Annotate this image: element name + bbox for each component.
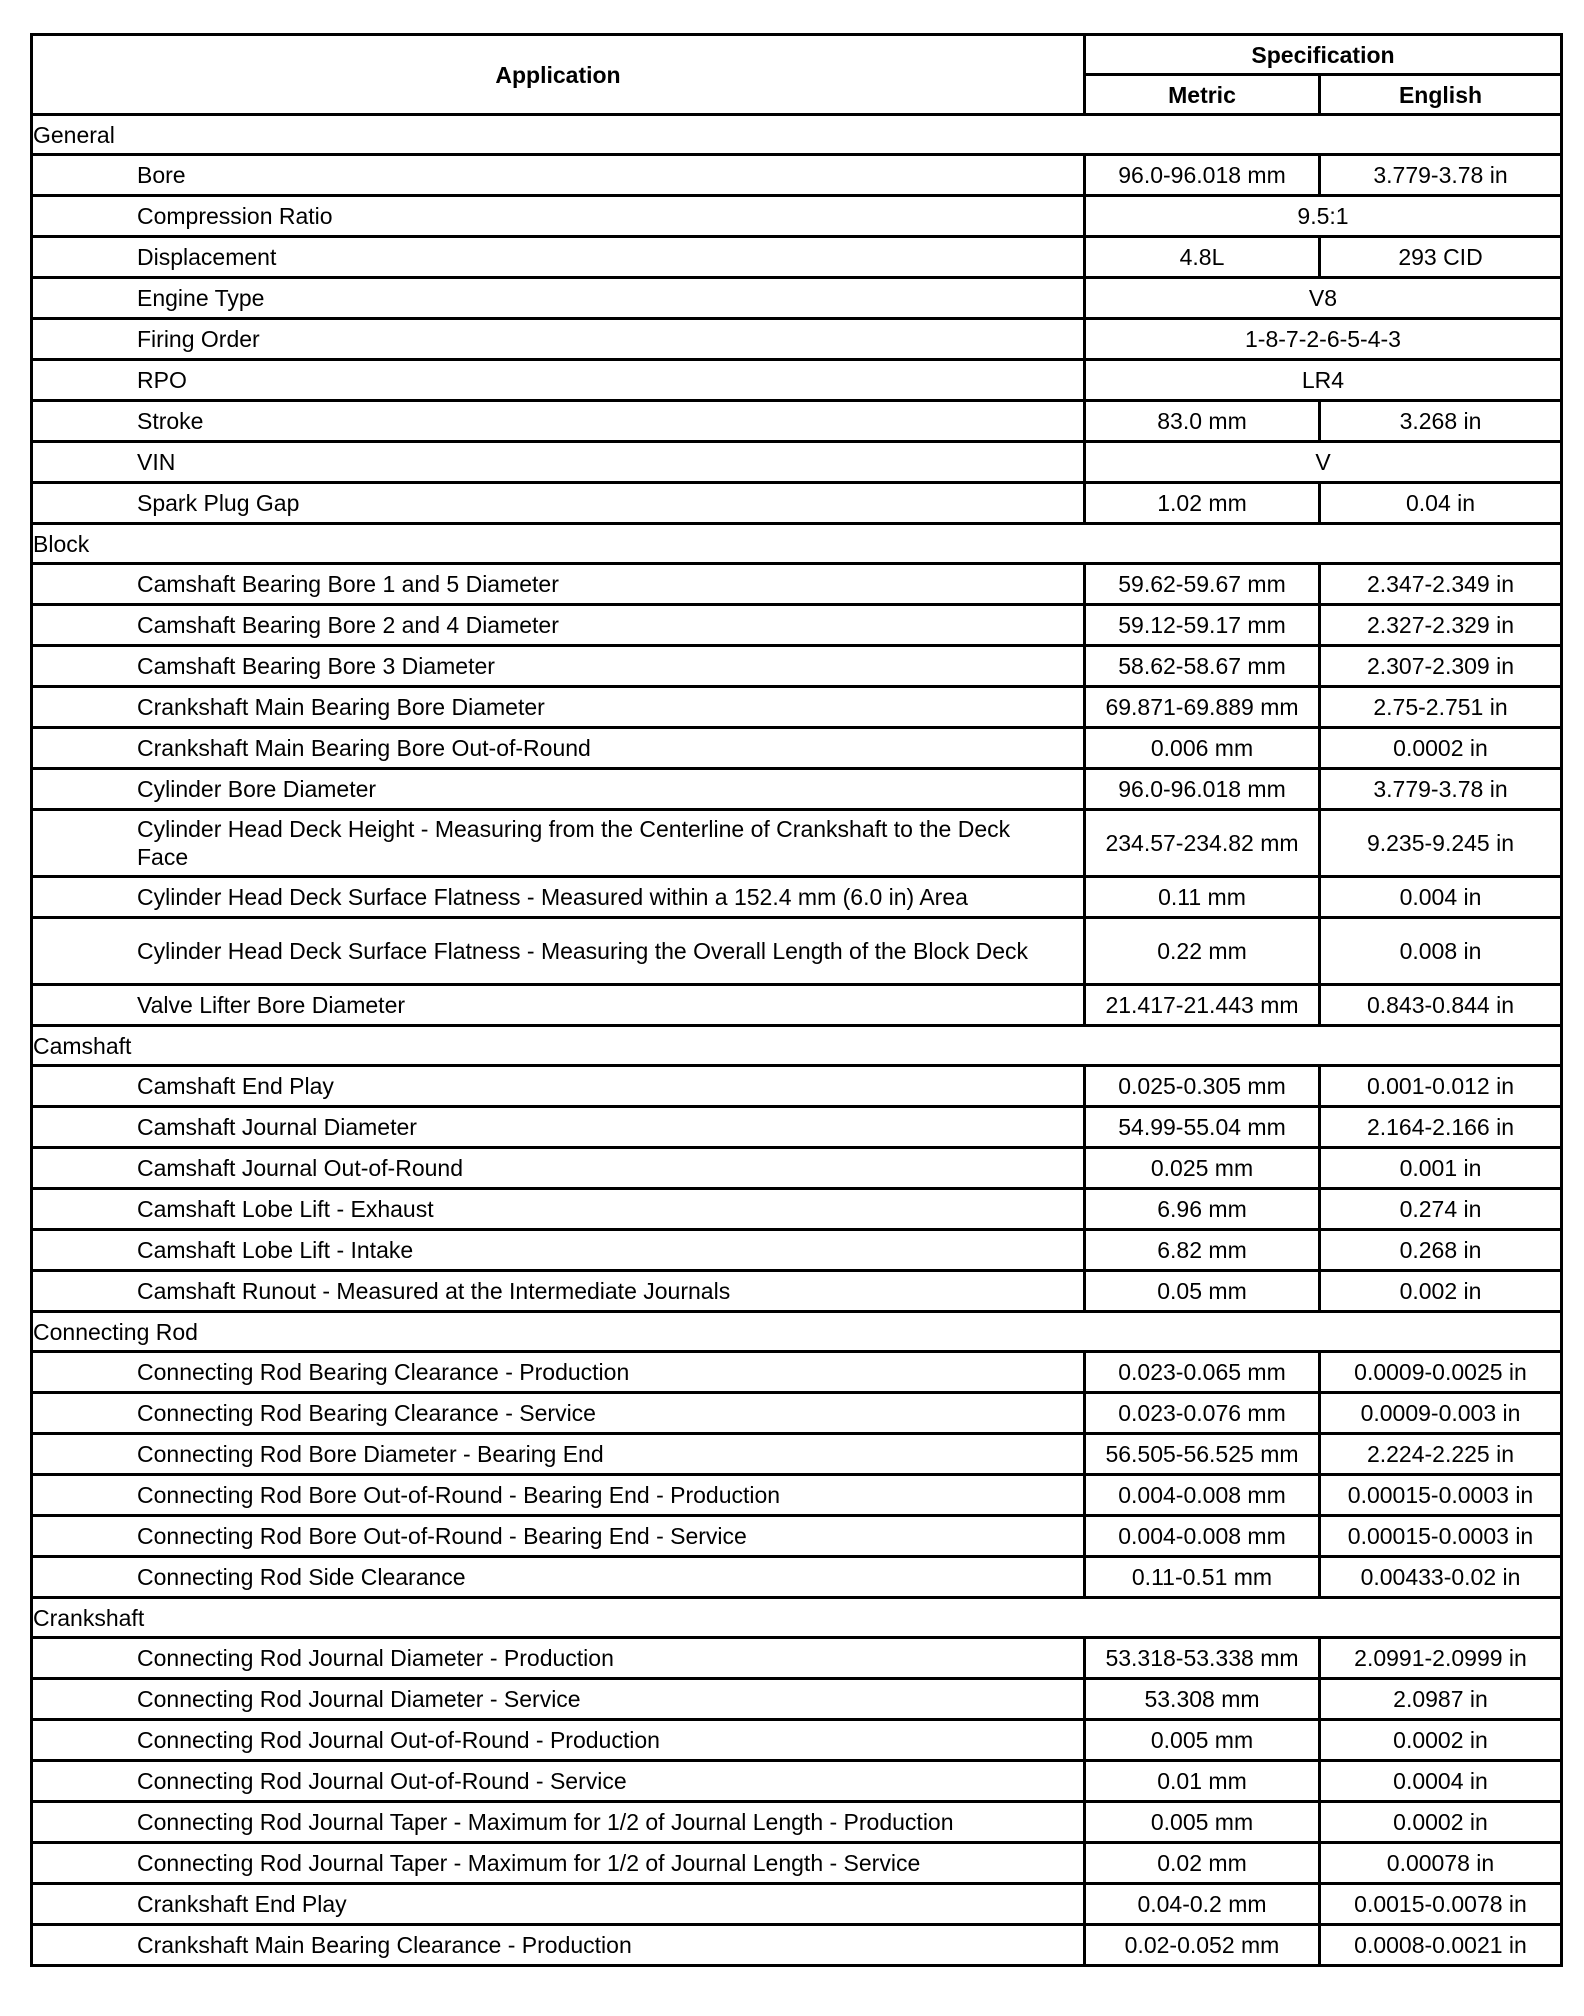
english-value-cell: 0.04 in bbox=[1320, 483, 1562, 524]
metric-value-cell: 6.96 mm bbox=[1085, 1189, 1320, 1230]
metric-value-cell: 0.05 mm bbox=[1085, 1271, 1320, 1312]
english-value-cell: 0.0002 in bbox=[1320, 1802, 1562, 1843]
metric-value-cell: 0.01 mm bbox=[1085, 1761, 1320, 1802]
application-cell: Connecting Rod Journal Taper - Maximum for 1/2 of Journal Length - Production bbox=[32, 1802, 1085, 1843]
table-row bbox=[32, 360, 1562, 401]
english-value-cell: 0.0009-0.003 in bbox=[1320, 1393, 1562, 1434]
application-cell: Displacement bbox=[32, 237, 1085, 278]
application-cell: Valve Lifter Bore Diameter bbox=[32, 985, 1085, 1026]
table-row bbox=[32, 401, 1562, 442]
table-row bbox=[32, 1434, 1562, 1475]
table-row bbox=[32, 687, 1562, 728]
metric-value-cell: 0.02-0.052 mm bbox=[1085, 1925, 1320, 1966]
table-row bbox=[32, 1352, 1562, 1393]
english-value-cell: 0.0004 in bbox=[1320, 1761, 1562, 1802]
application-cell: Camshaft Journal Out-of-Round bbox=[32, 1148, 1085, 1189]
table-row bbox=[32, 155, 1562, 196]
metric-value-cell: 0.11-0.51 mm bbox=[1085, 1557, 1320, 1598]
table-row bbox=[32, 196, 1562, 237]
application-cell: Connecting Rod Bearing Clearance - Production bbox=[32, 1352, 1085, 1393]
application-cell: Cylinder Head Deck Surface Flatness - Measuring the Overall Length of the Block Deck bbox=[32, 918, 1085, 985]
english-value-cell: 2.347-2.349 in bbox=[1320, 564, 1562, 605]
table-row bbox=[32, 1066, 1562, 1107]
english-value-cell: 0.0009-0.0025 in bbox=[1320, 1352, 1562, 1393]
english-value-cell: 3.779-3.78 in bbox=[1320, 155, 1562, 196]
metric-value-cell: 53.308 mm bbox=[1085, 1679, 1320, 1720]
application-cell: Cylinder Bore Diameter bbox=[32, 769, 1085, 810]
table-row bbox=[32, 1638, 1562, 1679]
application-cell: Camshaft Bearing Bore 3 Diameter bbox=[32, 646, 1085, 687]
metric-value-cell: 54.99-55.04 mm bbox=[1085, 1107, 1320, 1148]
section-row bbox=[32, 1312, 1562, 1352]
table-row bbox=[32, 442, 1562, 483]
english-value-cell: 0.002 in bbox=[1320, 1271, 1562, 1312]
section-row bbox=[32, 1598, 1562, 1638]
metric-value-cell: 6.82 mm bbox=[1085, 1230, 1320, 1271]
spec-value-cell: V8 bbox=[1085, 278, 1562, 319]
table-row bbox=[32, 1925, 1562, 1966]
metric-value-cell: 0.004-0.008 mm bbox=[1085, 1516, 1320, 1557]
application-cell: Connecting Rod Bearing Clearance - Service bbox=[32, 1393, 1085, 1434]
application-cell: Crankshaft Main Bearing Bore Diameter bbox=[32, 687, 1085, 728]
metric-value-cell: 0.004-0.008 mm bbox=[1085, 1475, 1320, 1516]
application-cell: Camshaft Runout - Measured at the Intermediate Journals bbox=[32, 1271, 1085, 1312]
english-value-cell: 2.307-2.309 in bbox=[1320, 646, 1562, 687]
english-value-cell: 0.001-0.012 in bbox=[1320, 1066, 1562, 1107]
application-cell: VIN bbox=[32, 442, 1085, 483]
application-header: Application bbox=[32, 35, 1085, 115]
table-row bbox=[32, 1230, 1562, 1271]
specification-header: Specification bbox=[1085, 35, 1562, 75]
table-row bbox=[32, 769, 1562, 810]
application-cell: Connecting Rod Side Clearance bbox=[32, 1557, 1085, 1598]
metric-value-cell: 0.025 mm bbox=[1085, 1148, 1320, 1189]
metric-value-cell: 59.62-59.67 mm bbox=[1085, 564, 1320, 605]
application-cell: Spark Plug Gap bbox=[32, 483, 1085, 524]
table-row bbox=[32, 1189, 1562, 1230]
application-cell: Connecting Rod Journal Out-of-Round - Service bbox=[32, 1761, 1085, 1802]
english-value-cell: 2.75-2.751 in bbox=[1320, 687, 1562, 728]
metric-value-cell: 21.417-21.443 mm bbox=[1085, 985, 1320, 1026]
table-row bbox=[32, 1720, 1562, 1761]
application-cell: Cylinder Head Deck Surface Flatness - Measured within a 152.4 mm (6.0 in) Area bbox=[32, 877, 1085, 918]
english-value-cell: 2.224-2.225 in bbox=[1320, 1434, 1562, 1475]
english-value-cell: 0.004 in bbox=[1320, 877, 1562, 918]
english-value-cell: 2.327-2.329 in bbox=[1320, 605, 1562, 646]
metric-value-cell: 0.023-0.065 mm bbox=[1085, 1352, 1320, 1393]
section-row bbox=[32, 115, 1562, 155]
section-title: Crankshaft bbox=[32, 1598, 1562, 1638]
spec-body bbox=[32, 115, 1562, 1966]
metric-header: Metric bbox=[1085, 75, 1320, 115]
metric-value-cell: 0.023-0.076 mm bbox=[1085, 1393, 1320, 1434]
english-value-cell: 0.274 in bbox=[1320, 1189, 1562, 1230]
metric-value-cell: 0.04-0.2 mm bbox=[1085, 1884, 1320, 1925]
table-row bbox=[32, 1679, 1562, 1720]
spec-value-cell: V bbox=[1085, 442, 1562, 483]
section-row bbox=[32, 1026, 1562, 1066]
english-value-cell: 0.008 in bbox=[1320, 918, 1562, 985]
english-value-cell: 0.0008-0.0021 in bbox=[1320, 1925, 1562, 1966]
application-cell: Camshaft Lobe Lift - Exhaust bbox=[32, 1189, 1085, 1230]
english-value-cell: 293 CID bbox=[1320, 237, 1562, 278]
application-cell: Stroke bbox=[32, 401, 1085, 442]
english-value-cell: 0.0002 in bbox=[1320, 728, 1562, 769]
application-cell: RPO bbox=[32, 360, 1085, 401]
application-cell: Cylinder Head Deck Height - Measuring from the Centerline of Crankshaft to the Deck Face bbox=[32, 810, 1085, 877]
table-row bbox=[32, 1475, 1562, 1516]
spec-value-cell: 1-8-7-2-6-5-4-3 bbox=[1085, 319, 1562, 360]
metric-value-cell: 0.005 mm bbox=[1085, 1802, 1320, 1843]
metric-value-cell: 96.0-96.018 mm bbox=[1085, 155, 1320, 196]
english-value-cell: 0.0015-0.0078 in bbox=[1320, 1884, 1562, 1925]
table-row bbox=[32, 319, 1562, 360]
metric-value-cell: 53.318-53.338 mm bbox=[1085, 1638, 1320, 1679]
english-header: English bbox=[1320, 75, 1562, 115]
application-cell: Crankshaft Main Bearing Clearance - Production bbox=[32, 1925, 1085, 1966]
application-cell: Connecting Rod Journal Out-of-Round - Production bbox=[32, 1720, 1085, 1761]
english-value-cell: 3.779-3.78 in bbox=[1320, 769, 1562, 810]
application-cell: Crankshaft Main Bearing Bore Out-of-Round bbox=[32, 728, 1085, 769]
metric-value-cell: 58.62-58.67 mm bbox=[1085, 646, 1320, 687]
table-row bbox=[32, 237, 1562, 278]
section-title: Camshaft bbox=[32, 1026, 1562, 1066]
table-row bbox=[32, 1107, 1562, 1148]
english-value-cell: 0.0002 in bbox=[1320, 1720, 1562, 1761]
metric-value-cell: 96.0-96.018 mm bbox=[1085, 769, 1320, 810]
application-cell: Firing Order bbox=[32, 319, 1085, 360]
metric-value-cell: 234.57-234.82 mm bbox=[1085, 810, 1320, 877]
table-row bbox=[32, 1516, 1562, 1557]
table-row bbox=[32, 1393, 1562, 1434]
metric-value-cell: 56.505-56.525 mm bbox=[1085, 1434, 1320, 1475]
engine-spec-table bbox=[30, 33, 1563, 1967]
metric-value-cell: 0.11 mm bbox=[1085, 877, 1320, 918]
application-cell: Camshaft End Play bbox=[32, 1066, 1085, 1107]
application-cell: Connecting Rod Bore Out-of-Round - Bearing End - Production bbox=[32, 1475, 1085, 1516]
application-cell: Connecting Rod Journal Diameter - Production bbox=[32, 1638, 1085, 1679]
application-cell: Camshaft Journal Diameter bbox=[32, 1107, 1085, 1148]
metric-value-cell: 1.02 mm bbox=[1085, 483, 1320, 524]
application-cell: Connecting Rod Journal Taper - Maximum for 1/2 of Journal Length - Service bbox=[32, 1843, 1085, 1884]
table-row bbox=[32, 564, 1562, 605]
metric-value-cell: 4.8L bbox=[1085, 237, 1320, 278]
application-cell: Camshaft Lobe Lift - Intake bbox=[32, 1230, 1085, 1271]
section-title: General bbox=[32, 115, 1562, 155]
spec-value-cell: 9.5:1 bbox=[1085, 196, 1562, 237]
section-title: Connecting Rod bbox=[32, 1312, 1562, 1352]
application-cell: Crankshaft End Play bbox=[32, 1884, 1085, 1925]
table-row bbox=[32, 918, 1562, 985]
application-cell: Connecting Rod Bore Diameter - Bearing End bbox=[32, 1434, 1085, 1475]
metric-value-cell: 59.12-59.17 mm bbox=[1085, 605, 1320, 646]
section-row bbox=[32, 524, 1562, 564]
spec-value-cell: LR4 bbox=[1085, 360, 1562, 401]
section-title: Block bbox=[32, 524, 1562, 564]
table-row bbox=[32, 877, 1562, 918]
table-row bbox=[32, 605, 1562, 646]
metric-value-cell: 0.006 mm bbox=[1085, 728, 1320, 769]
table-row bbox=[32, 278, 1562, 319]
english-value-cell: 3.268 in bbox=[1320, 401, 1562, 442]
table-row bbox=[32, 1271, 1562, 1312]
table-row bbox=[32, 985, 1562, 1026]
english-value-cell: 0.268 in bbox=[1320, 1230, 1562, 1271]
table-row bbox=[32, 646, 1562, 687]
english-value-cell: 0.001 in bbox=[1320, 1148, 1562, 1189]
table-row bbox=[32, 1802, 1562, 1843]
table-row bbox=[32, 1148, 1562, 1189]
english-value-cell: 0.843-0.844 in bbox=[1320, 985, 1562, 1026]
metric-value-cell: 0.005 mm bbox=[1085, 1720, 1320, 1761]
metric-value-cell: 69.871-69.889 mm bbox=[1085, 687, 1320, 728]
table-row bbox=[32, 1884, 1562, 1925]
metric-value-cell: 83.0 mm bbox=[1085, 401, 1320, 442]
metric-value-cell: 0.025-0.305 mm bbox=[1085, 1066, 1320, 1107]
table-row bbox=[32, 728, 1562, 769]
english-value-cell: 0.00433-0.02 in bbox=[1320, 1557, 1562, 1598]
english-value-cell: 9.235-9.245 in bbox=[1320, 810, 1562, 877]
english-value-cell: 2.0991-2.0999 in bbox=[1320, 1638, 1562, 1679]
application-cell: Compression Ratio bbox=[32, 196, 1085, 237]
english-value-cell: 2.164-2.166 in bbox=[1320, 1107, 1562, 1148]
table-row bbox=[32, 483, 1562, 524]
table-row bbox=[32, 810, 1562, 877]
application-cell: Camshaft Bearing Bore 2 and 4 Diameter bbox=[32, 605, 1085, 646]
application-cell: Camshaft Bearing Bore 1 and 5 Diameter bbox=[32, 564, 1085, 605]
english-value-cell: 0.00015-0.0003 in bbox=[1320, 1475, 1562, 1516]
metric-value-cell: 0.22 mm bbox=[1085, 918, 1320, 985]
table-row bbox=[32, 1557, 1562, 1598]
application-cell: Connecting Rod Bore Out-of-Round - Bearing End - Service bbox=[32, 1516, 1085, 1557]
english-value-cell: 0.00078 in bbox=[1320, 1843, 1562, 1884]
table-row bbox=[32, 1761, 1562, 1802]
application-cell: Bore bbox=[32, 155, 1085, 196]
application-cell: Connecting Rod Journal Diameter - Service bbox=[32, 1679, 1085, 1720]
english-value-cell: 2.0987 in bbox=[1320, 1679, 1562, 1720]
application-cell: Engine Type bbox=[32, 278, 1085, 319]
table-row bbox=[32, 1843, 1562, 1884]
english-value-cell: 0.00015-0.0003 in bbox=[1320, 1516, 1562, 1557]
metric-value-cell: 0.02 mm bbox=[1085, 1843, 1320, 1884]
